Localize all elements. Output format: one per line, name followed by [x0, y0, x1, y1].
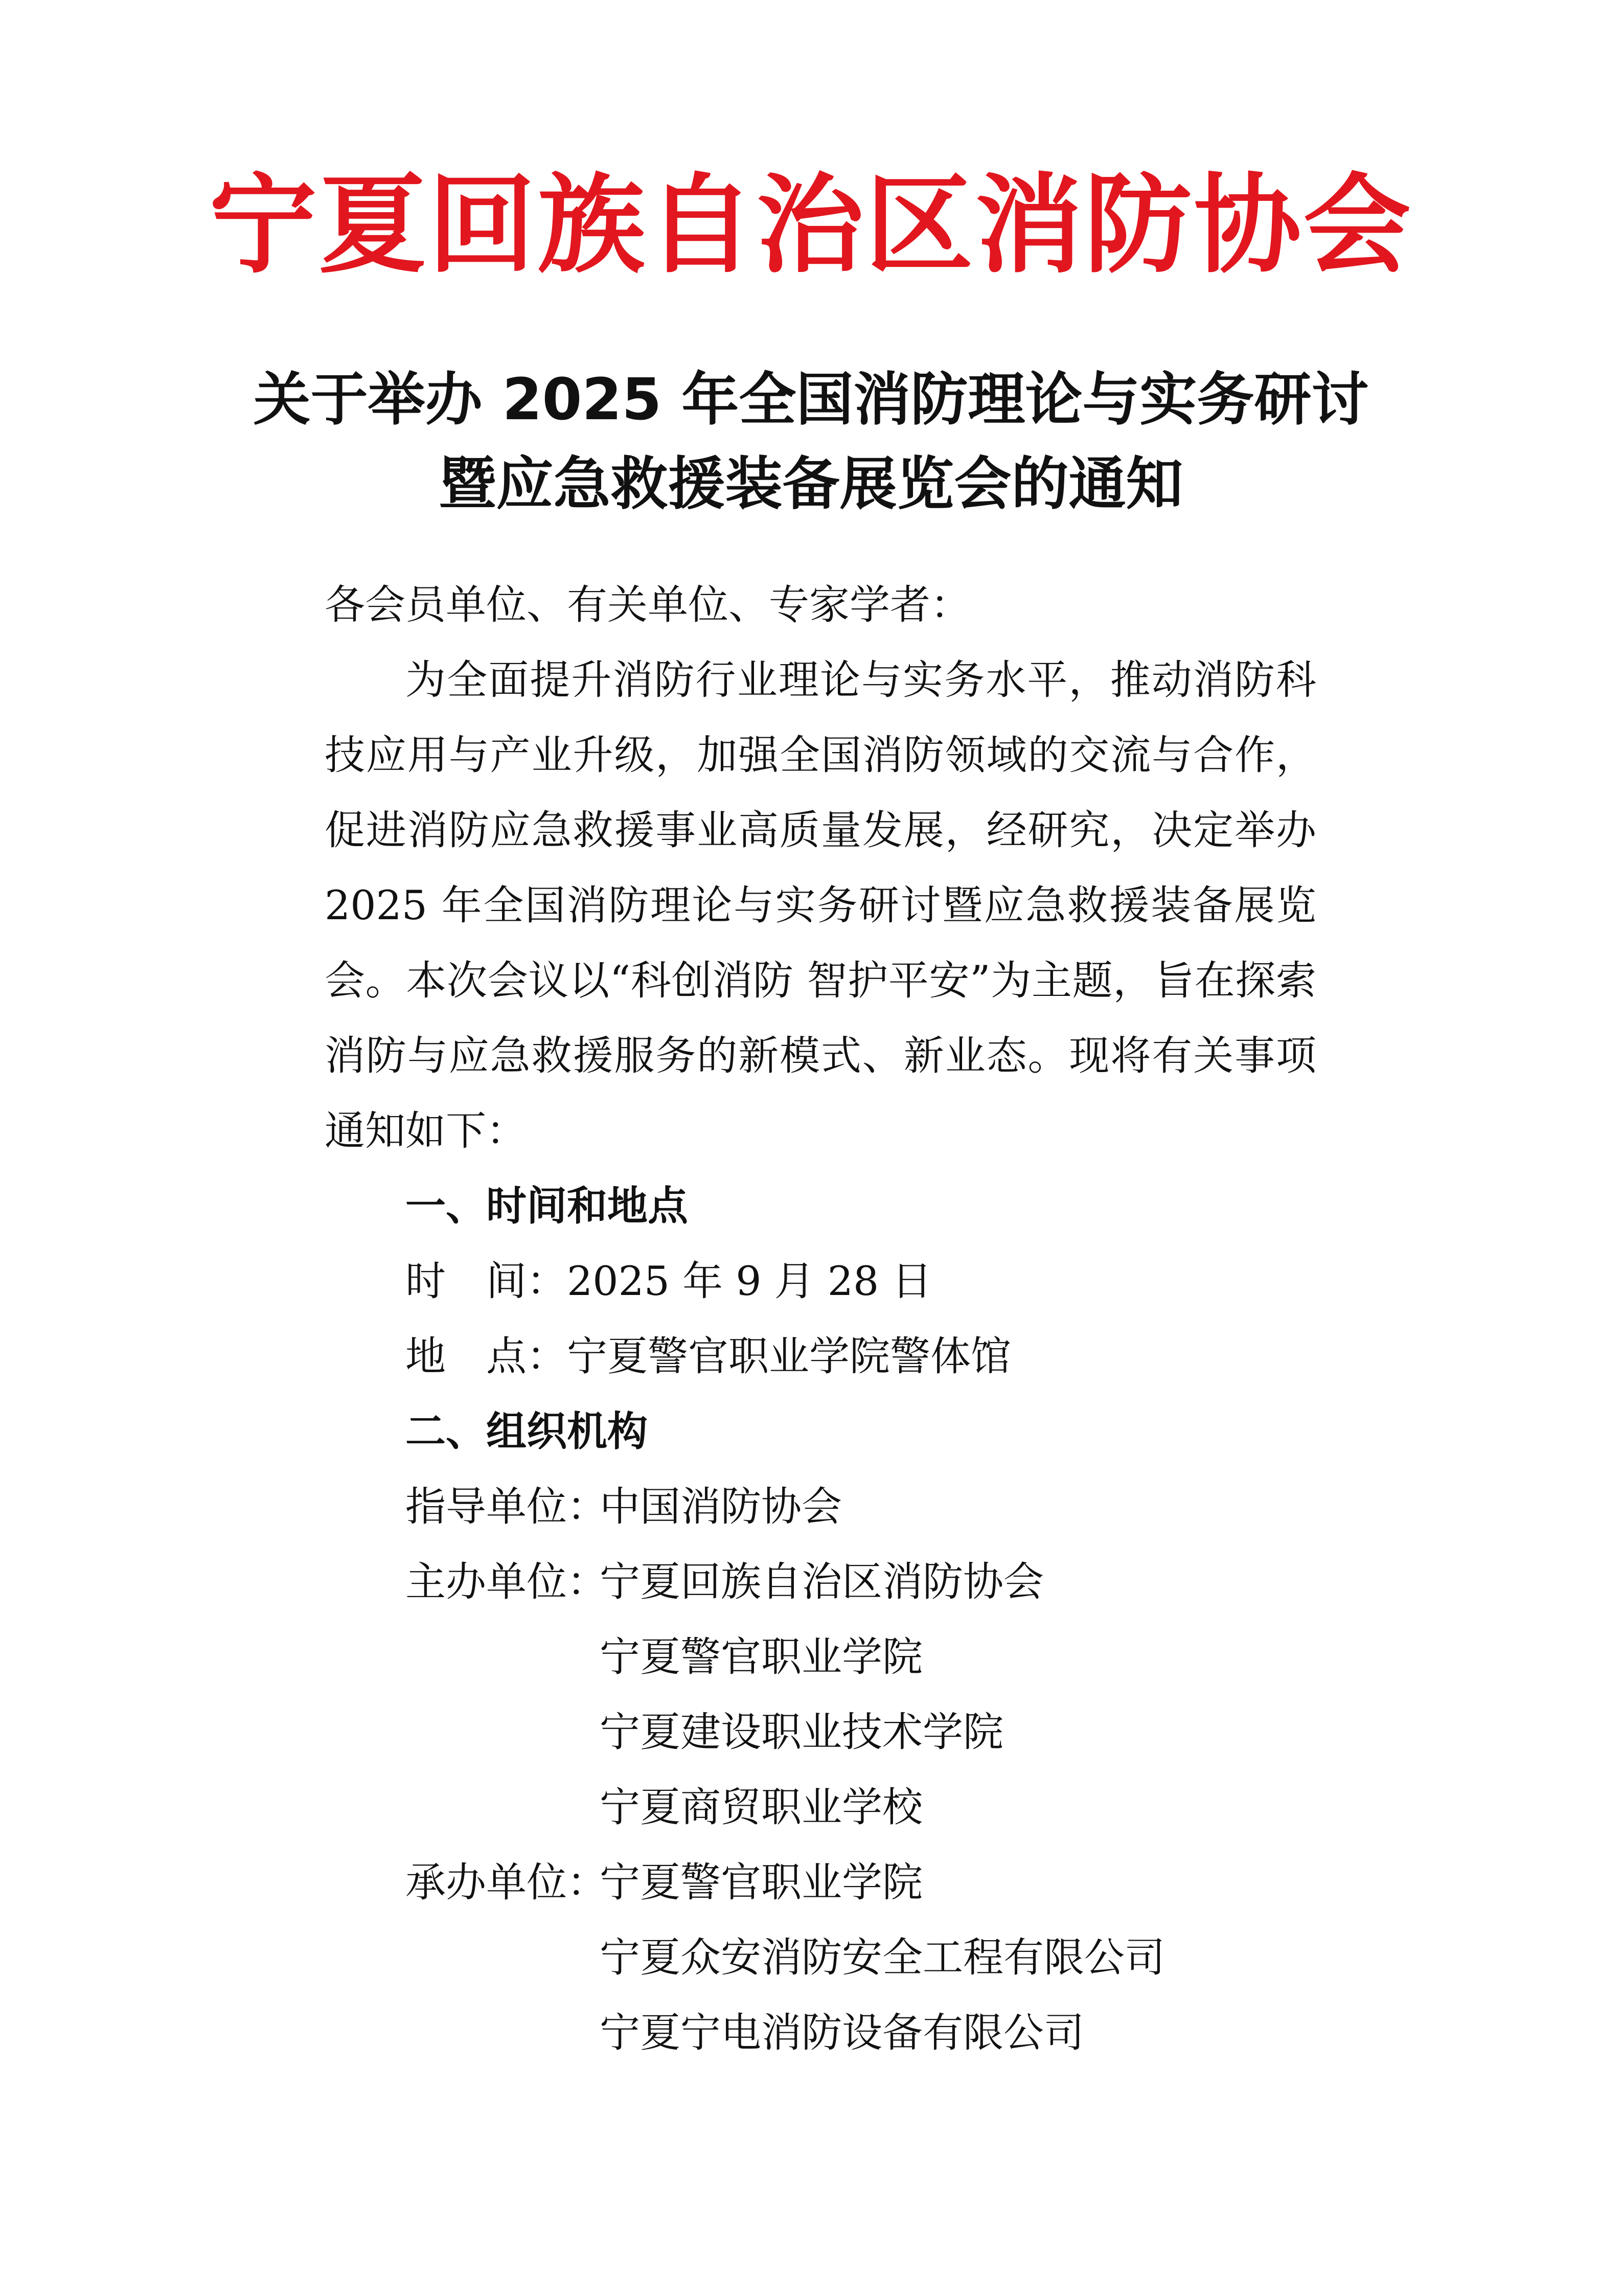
host-unit-label: 主办单位：: [405, 1558, 607, 1605]
section-heading-time-place: 一、时间和地点: [405, 1183, 688, 1230]
salutation: 各会员单位、有关单位、专家学者：: [325, 581, 971, 628]
organizer-unit-list: [600, 1845, 1316, 2071]
notice-body: [325, 567, 1316, 2071]
host-unit-item: 宁夏建设职业技术学院: [600, 1709, 1003, 1756]
host-unit-item: 宁夏回族自治区消防协会: [600, 1558, 1044, 1605]
host-unit-list: [600, 1544, 1316, 1845]
guide-unit-label: 指导单位：: [405, 1483, 607, 1530]
host-unit-item: 宁夏商贸职业学校: [600, 1784, 923, 1831]
guide-unit-list: [600, 1469, 1316, 1544]
organizer-unit-item: 宁夏众安消防安全工程有限公司: [600, 1934, 1165, 1981]
org-header: 宁夏回族自治区消防协会: [209, 162, 1413, 288]
guide-unit-item: 中国消防协会: [600, 1483, 842, 1530]
guide-unit-row: [325, 1469, 1316, 1544]
notice-title-line-1: 关于举办 2025 年全国消防理论与实务研讨: [253, 367, 1369, 433]
place-line: 地 点：宁夏警官职业学院警体馆: [405, 1333, 1011, 1380]
host-unit-row: [325, 1544, 1316, 1845]
organizer-unit-label: 承办单位：: [405, 1859, 607, 1906]
organizer-unit-item: 宁夏警官职业学院: [600, 1859, 923, 1906]
organizer-unit-row: [325, 1845, 1316, 2071]
notice-title-line-2: 暨应急救援装备展览会的通知: [439, 451, 1183, 517]
section-heading-organization: 二、组织机构: [405, 1408, 648, 1455]
notice-title: [0, 358, 1622, 527]
organizer-unit-item: 宁夏宁电消防设备有限公司: [600, 2009, 1084, 2056]
host-unit-item: 宁夏警官职业学院: [600, 1633, 923, 1680]
time-line: 时 间：2025 年 9 月 28 日: [405, 1258, 932, 1305]
intro-paragraph: 为全面提升消防行业理论与实务水平，推动消防科技应用与产业升级，加强全国消防领域的交流与合作，促进消防应急救援事业高质量发展，经研究，决定举办 2025 年全国消防理论与实务研讨暨应急救援装备展览会。本次会议以“科创消防 智护平安”为主题，旨在探索消防与应急救援服务的新模式、新业态。现将有关事项通知如下：: [325, 656, 1316, 1154]
